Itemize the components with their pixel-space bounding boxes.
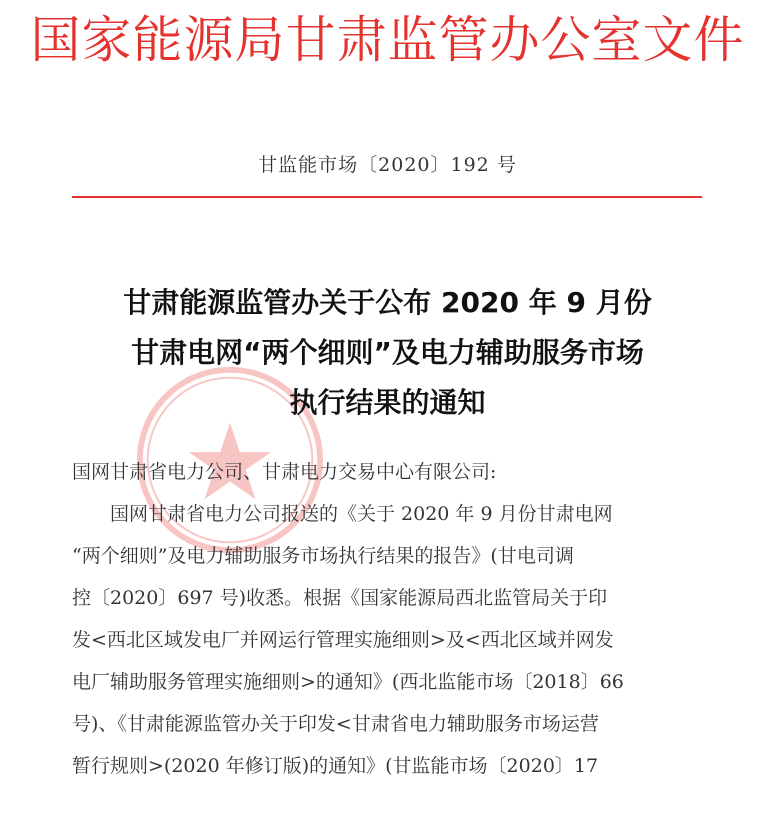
document-title: [0, 278, 775, 428]
body-line: 发<西北区域发电厂并网运行管理实施细则>及<西北区域并网发: [72, 629, 614, 651]
title-line: 甘肃电网“两个细则”及电力辅助服务市场: [131, 336, 644, 369]
body-line: 暂行规则>(2020 年修订版)的通知》(甘监能市场〔2020〕17: [72, 755, 599, 777]
header-divider: [72, 196, 702, 198]
body-line: 国网甘肃省电力公司报送的《关于 2020 年 9 月份甘肃电网: [110, 503, 613, 525]
org-title: 国家能源局甘肃监管办公室文件: [30, 11, 745, 69]
title-line: 执行结果的通知: [289, 386, 486, 419]
body-line: 号)、《甘肃能源监管办关于印发<甘肃省电力辅助服务市场运营: [72, 713, 599, 735]
document-body: [72, 451, 712, 787]
addressee: 国网甘肃省电力公司、甘肃电力交易中心有限公司:: [72, 461, 497, 483]
body-line: 电厂辅助服务管理实施细则>的通知》(西北监能市场〔2018〕66: [72, 671, 624, 693]
document-header: [0, 4, 775, 76]
title-line: 甘肃能源监管办关于公布 2020 年 9 月份: [123, 286, 652, 319]
body-line: 控〔2020〕697 号)收悉。根据《国家能源局西北监管局关于印: [72, 587, 608, 609]
body-line: “两个细则”及电力辅助服务市场执行结果的报告》(甘电司调: [72, 545, 574, 567]
document-number: 甘监能市场〔2020〕192 号: [258, 154, 517, 176]
